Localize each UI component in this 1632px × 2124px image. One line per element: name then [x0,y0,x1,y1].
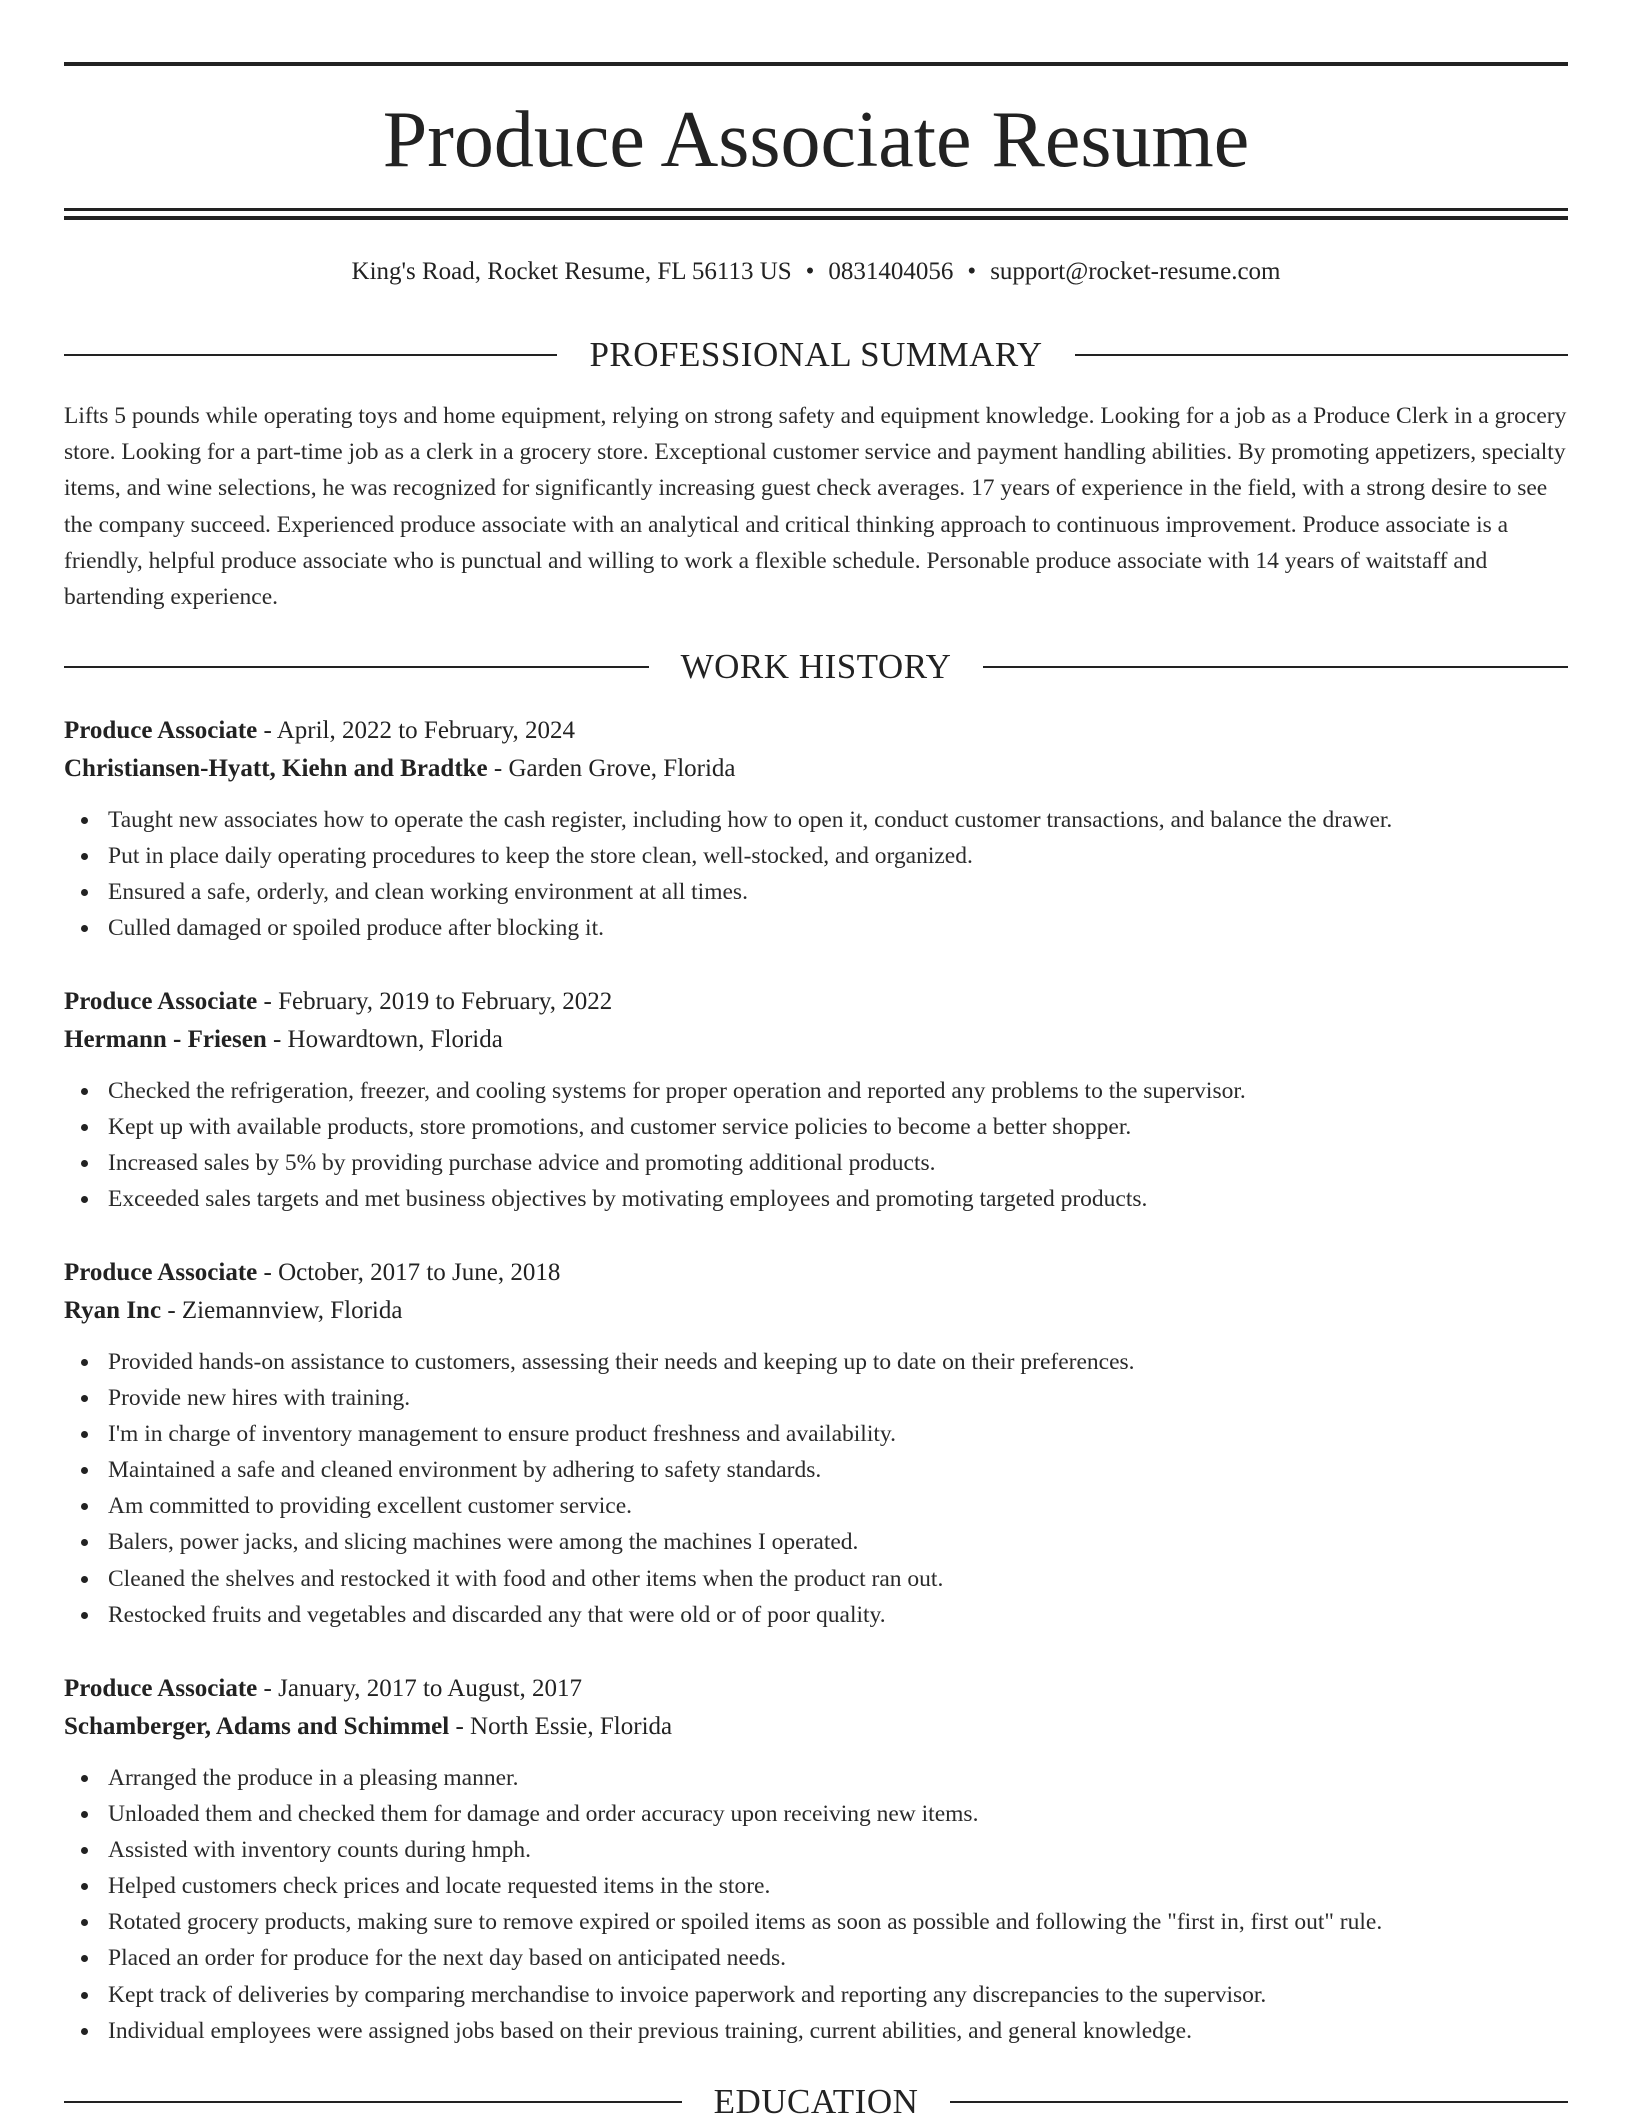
job-bullet: Put in place daily operating procedures to keep the store clean, well-stocked, and organized. [108,838,1568,874]
contact-separator: • [967,258,977,285]
job-bullet: Provide new hires with training. [108,1380,1568,1416]
job-bullet: Restocked fruits and vegetables and discarded any that were old or of poor quality. [108,1597,1568,1633]
section-heading-education [64,2080,1568,2124]
job-company-line [64,1021,1568,1059]
job-title: Produce Associate [64,1675,258,1702]
summary-text: Lifts 5 pounds while operating toys and home equipment, relying on strong safety and equipment knowledge. Looking for a job as a Produce Clerk in a grocery store. Looking for a part-time job as a clerk in a grocery store. Exceptional customer service and payment handling abilities. By promoting appetizers, specialty items, and wine selections, he was recognized for significantly increasing guest check averages. 17 years of experience in the field, with a strong desire to see the company succeed. Experienced produce associate with an analytical and critical thinking approach to continuous improvement. Produce associate is a friendly, helpful produce associate who is punctual and willing to work a flexible schedule. Personable produce associate with 14 years of waitstaff and bartending experience. [64,403,1567,611]
contact-address: King's Road, Rocket Resume, FL 56113 US [351,258,792,285]
section-heading-label: EDUCATION [713,2082,919,2121]
job-company: Christiansen-Hyatt, Kiehn and Bradtke [64,755,488,782]
contact-separator: • [805,258,815,285]
job-bullet: Rotated grocery products, making sure to remove expired or spoiled items as soon as possible and following the "first in, first out" rule. [108,1904,1568,1940]
job-company: Schamberger, Adams and Schimmel [64,1713,450,1740]
job-bullet: Helped customers check prices and locate requested items in the store. [108,1868,1568,1904]
job-company-line [64,750,1568,788]
job-title-line [64,983,1568,1021]
job-company-line [64,1708,1568,1746]
job-company: Ryan Inc [64,1297,162,1324]
job-location: - Ziemannview, Florida [161,1297,403,1324]
job-dates: - October, 2017 to June, 2018 [257,1259,561,1286]
job-company: Hermann - Friesen [64,1026,267,1053]
job-bullet: Culled damaged or spoiled produce after blocking it. [108,910,1568,946]
heading-rule-right [983,666,1568,668]
job-title: Produce Associate [64,988,258,1015]
contact-line [64,254,1568,290]
contact-email: support@rocket-resume.com [990,258,1281,285]
job-bullet: Checked the refrigeration, freezer, and cooling systems for proper operation and reported any problems to the supervisor. [108,1073,1568,1109]
job-company-line [64,1292,1568,1330]
job-bullet: Maintained a safe and cleaned environment by adhering to safety standards. [108,1452,1568,1488]
section-heading-summary [64,333,1568,377]
job-bullet: Placed an order for produce for the next day based on anticipated needs. [108,1940,1568,1976]
resume-title: Produce Associate Resume [382,96,1250,184]
job-location: - Garden Grove, Florida [487,755,736,782]
job-entry [64,1254,1568,1633]
job-bullets [64,1073,1568,1217]
job-bullet: Increased sales by 5% by providing purchase advice and promoting additional products. [108,1145,1568,1181]
job-bullet: Provided hands-on assistance to customers, assessing their needs and keeping up to date on their preferences. [108,1344,1568,1380]
job-bullets [64,1344,1568,1633]
resume-page [64,0,1568,2121]
job-bullets [64,802,1568,946]
job-title-line [64,712,1568,750]
job-title-line [64,1670,1568,1708]
job-dates: - January, 2017 to August, 2017 [257,1675,583,1702]
title-rule-lower [64,216,1568,220]
heading-rule-right [950,2101,1568,2103]
job-bullet: Arranged the produce in a pleasing manner. [108,1760,1568,1796]
section-heading-work-history [64,645,1568,689]
contact-phone: 0831404056 [828,258,954,285]
job-bullet: Am committed to providing excellent customer service. [108,1488,1568,1524]
job-title-line [64,1254,1568,1292]
title-rule-upper [64,208,1568,211]
job-bullet: Unloaded them and checked them for damage and order accuracy upon receiving new items. [108,1796,1568,1832]
section-heading-label: WORK HISTORY [680,647,952,686]
section-heading-label: PROFESSIONAL SUMMARY [589,335,1043,374]
job-entry [64,983,1568,1217]
job-bullet: Ensured a safe, orderly, and clean working environment at all times. [108,874,1568,910]
heading-rule-right [1075,354,1568,356]
job-entry [64,1670,1568,2049]
heading-rule-left [64,666,649,668]
job-bullet: I'm in charge of inventory management to ensure product freshness and availability. [108,1416,1568,1452]
heading-rule-left [64,2101,682,2103]
job-bullet: Cleaned the shelves and restocked it with food and other items when the product ran out. [108,1561,1568,1597]
top-rule [64,62,1568,66]
job-entry [64,712,1568,946]
job-bullet: Kept track of deliveries by comparing merchandise to invoice paperwork and reporting any discrepancies to the supervisor. [108,1977,1568,2013]
job-bullet: Taught new associates how to operate the cash register, including how to open it, conduct customer transactions, and balance the drawer. [108,802,1568,838]
job-bullet: Individual employees were assigned jobs based on their previous training, current abilities, and general knowledge. [108,2013,1568,2049]
heading-rule-left [64,354,557,356]
job-title: Produce Associate [64,717,258,744]
job-bullet: Exceeded sales targets and met business objectives by motivating employees and promoting targeted products. [108,1181,1568,1217]
job-bullet: Kept up with available products, store promotions, and customer service policies to become a better shopper. [108,1109,1568,1145]
job-bullet: Assisted with inventory counts during hmph. [108,1832,1568,1868]
job-bullet: Balers, power jacks, and slicing machines were among the machines I operated. [108,1524,1568,1560]
job-location: - Howardtown, Florida [266,1026,503,1053]
job-bullets [64,1760,1568,2049]
job-dates: - April, 2022 to February, 2024 [257,717,576,744]
job-title: Produce Associate [64,1259,258,1286]
job-dates: - February, 2019 to February, 2022 [257,988,613,1015]
job-location: - North Essie, Florida [449,1713,673,1740]
